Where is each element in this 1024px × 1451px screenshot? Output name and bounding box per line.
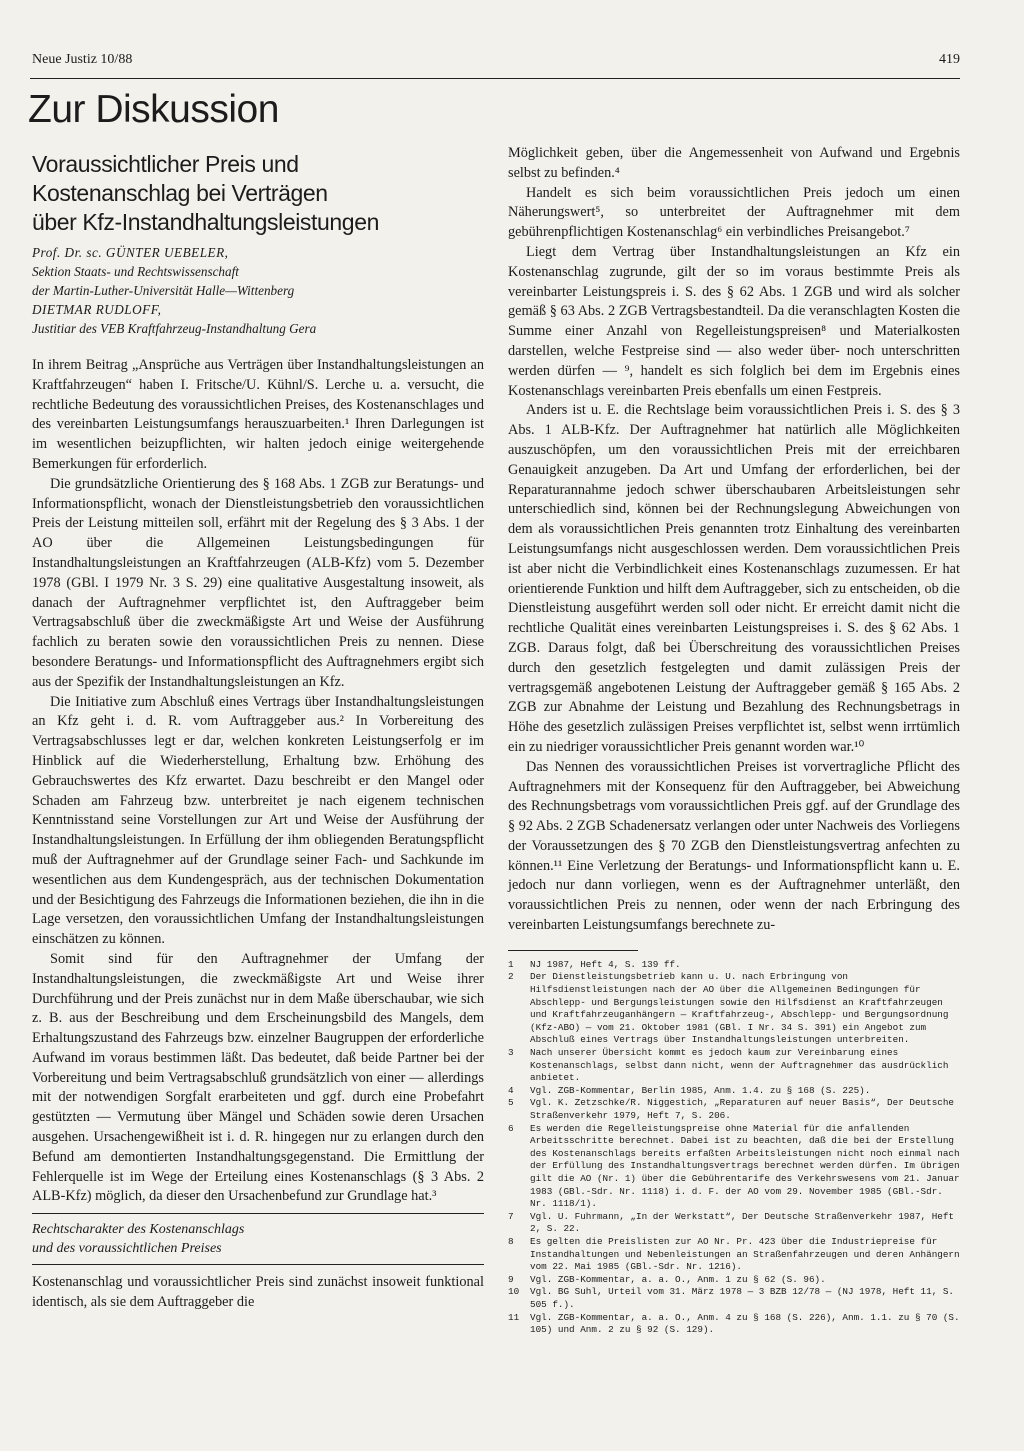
footnote [508, 1211, 960, 1236]
footnote [508, 959, 960, 972]
footnote-number: 5 [508, 1097, 514, 1109]
footnote-number: 10 [508, 1286, 520, 1298]
footnote-text: Vgl. ZGB-Kommentar, a. a. O., Anm. 4 zu § 168 (S. 226), Anm. 1.1. zu § 70 (S. 105) und Anm. 2 zu § 92 (S. 129). [530, 1311, 960, 1336]
footnote [508, 1047, 960, 1085]
author-affiliation: der Martin-Luther-Universität Halle—Wittenberg [32, 283, 295, 298]
footnote-text: Vgl. ZGB-Kommentar, Berlin 1985, Anm. 1.4. zu § 168 (S. 225). [530, 1084, 871, 1096]
footnote-number: 2 [508, 971, 514, 983]
footnote-text: NJ 1987, Heft 4, S. 139 ff. [530, 958, 681, 970]
body-paragraph: In ihrem Beitrag „Ansprüche aus Verträgen über Instandhaltungsleistungen an Kraftfahrzeugen“ haben I. Fritsche/U. Kühnl/S. Lerche u. a. versucht, die rechtliche Bedeutung des voraussichtlichen Preises, des Kostenanschlages und des vereinbarten Leistungsumfangs herauszuarbeiten.¹ Ihren Darlegungen ist im wesentlichen beizupflichten, wir halten jedoch einige weitergehende Bemerkungen für erforderlich. [32, 357, 484, 472]
footnote-rule [508, 950, 638, 951]
body-paragraph: Liegt dem Vertrag über Instandhaltungsleistungen an Kfz ein Kostenanschlag zugrunde, gilt der so im voraus bestimmte Preis als vereinbarter Leistungspreis i. S. des § 62 Abs. 1 ZGB und wird als solcher gemäß § 63 Abs. 2 ZGB Vertragsbestandteil. Da die veranschlagten Kosten die Summe einer Anzahl von Regelleistungspreisen⁸ und Materialkosten darstellen, welche Festpreise sind — also weder über- noch unterschritten werden dürfen — ⁹, handelt es sich folglich bei dem im Ergebnis eines Kostenanschlags vereinbarten Preis ebenfalls um einen Festpreis. [508, 243, 960, 399]
footnote-text: Der Dienstleistungsbetrieb kann u. U. nach Erbringung von Hilfsdienstleistungen nach der AO über die Allgemeinen Bedingungen für Abschlepp- und Bergungsleistungen sowie den Hilfsdienst an Kraftfahrzeugen und Kraftfahrzeuganhängern — Kraftfahrzeug-, Abschlepp- und Bergungsordnung (Kfz-ABO) — vom 21. Oktober 1981 (GBl. I Nr. 34 S. 391) ein Angebot zum Abschluß eines Vertrags über Instandhaltungsleistungen unterbreiten. [530, 971, 949, 1046]
body-paragraph: Die Initiative zum Abschluß eines Vertrags über Instandhaltungsleistungen an Kfz geht i. d. R. vom Auftraggeber aus.² In Vorbereitung des Vertragsabschlusses legt er dar, welchen konkreten Leistungserfolg er im Hinblick auf die Wiederherstellung, Erhaltung bzw. Erhöhung des Gebrauchswertes des Kfz erwartet. Dazu beschreibt er den Mangel oder Schaden am Fahrzeug bzw. unterbreitet je nach eigenem technischen Kenntnisstand seine Vorstellungen zur Art und Weise der Ausführung der Instandhaltungsleistungen. In Erfüllung der ihm obliegenden Beratungspflicht muß der Auftragnehmer auf der Grundlage seiner Fach- und Sachkunde im wesentlichen aus dem Kundengespräch, aus der technischen Dokumentation und der Besichtigung des Fahrzeugs die Informationen beziehen, die ihn in die Lage versetzen, den voraussichtlichen Umfang der Instandhaltungsleistungen einschätzen zu können. [32, 693, 484, 948]
footnote-number: 1 [508, 958, 514, 970]
subheading-line: Rechtscharakter des Kostenanschlags [32, 1222, 245, 1238]
footnote-text: Nach unserer Übersicht kommt es jedoch kaum zur Vereinbarung eines Kostenanschlags, selbst dann nicht, wenn der Auftragnehmer das ausdrücklich anbietet. [530, 1047, 949, 1084]
author-affiliation: Justitiar des VEB Kraftfahrzeug-Instandhaltung Gera [32, 321, 317, 336]
author-name: Prof. Dr. sc. GÜNTER UEBELER, [32, 245, 229, 260]
footnote [508, 1236, 960, 1274]
header-rule [30, 78, 960, 79]
journal-issue: Neue Justiz 10/88 [32, 52, 133, 67]
article-title [32, 150, 484, 237]
right-column [508, 144, 960, 1337]
body-paragraph: Handelt es sich beim voraussichtlichen Preis jedoch um einen Näherungswert⁵, so unterbreitet der Auftragnehmer mit dem gebührenpflichtigen Kostenanschlag⁶ ein verbindliches Preisangebot.⁷ [508, 184, 960, 241]
section-title: Zur Diskussion [28, 88, 279, 131]
body-paragraph: Das Nennen des voraussichtlichen Preises ist vorvertragliche Pflicht des Auftragnehmers mit der Konsequenz für den Auftraggeber, bei Abweichung des Rechnungsbetrags vom voraussichtlichen Preis ggf. auf der Grundlage des § 92 Abs. 2 ZGB Schadenersatz verlangen oder unter Nachweis des Vorliegens der Voraussetzungen des § 70 ZGB den Dienstleistungsvertrag anfechten zu können.¹¹ Eine Verletzung der Beratungs- und Informationspflicht kann u. E. jedoch nur dann vorliegen, wenn es der Auftragnehmer unterläßt, den voraussichtlichen Preis zu nennen, oder wenn der nach Erbringung des vereinbarten Leistungsumfangs berechnete zu- [508, 758, 960, 934]
subheading [32, 1220, 484, 1265]
footnote-number: 4 [508, 1084, 514, 1096]
footnote [508, 1312, 960, 1337]
left-column [32, 150, 484, 1313]
author-affiliation: Sektion Staats- und Rechtswissenschaft [32, 264, 239, 279]
footnote-number: 9 [508, 1273, 514, 1285]
footnote [508, 1274, 960, 1287]
footnote [508, 971, 960, 1047]
footnotes [508, 959, 960, 1337]
author-name: DIETMAR RUDLOFF, [32, 302, 162, 317]
author-block [32, 243, 484, 338]
footnote [508, 1286, 960, 1311]
subheading-box [32, 1213, 484, 1313]
footnote [508, 1097, 960, 1122]
footnote-text: Vgl. U. Fuhrmann, „In der Werkstatt“, Der Deutsche Straßenverkehr 1987, Heft 2, S. 22. [530, 1210, 955, 1235]
body-paragraph: Somit sind für den Auftragnehmer der Umfang der Instandhaltungsleistungen, die zweckmäßigste Art und Weise ihrer Durchführung und der Preis zunächst nur in dem Maße überschaubar, wie sich z. B. aus der Beschreibung und dem Erscheinungsbild des Mangels, dem Erhaltungszustand des Fahrzeugs bzw. einzelner Baugruppen der erforderliche Aufwand im voraus bestimmen läßt. Das bedeutet, daß beide Partner bei der Vorbereitung und beim Vertragsabschluß grundsätzlich von einer — allerdings mit der notwendigen Sorgfalt erarbeiteten und ggf. durch eine Probefahrt gestützten — Vermutung über Mängel und Schäden sowie deren Ursachen ausgehen. Ursachengewißheit ist i. d. R. hingegen nur zu erlangen durch den Befund am demontierten Instandhaltungsgegenstand. Die Ermittlung der Fehlerquelle ist im Wege der Erteilung eines Kostenanschlags (§ 3 Abs. 2 ALB-Kfz) möglich, da dieser den Ursachenbefund zur Grundlage hat.³ [32, 950, 484, 1205]
footnote-text: Vgl. K. Zetzschke/R. Niggestich, „Reparaturen auf neuer Basis“, Der Deutsche Straßenverkehr 1979, Heft 7, S. 206. [530, 1097, 955, 1121]
body-paragraph: Die grundsätzliche Orientierung des § 168 Abs. 1 ZGB zur Beratungs- und Informationspflicht, wonach der Dienstleistungsbetrieb den voraussichtlichen Preis der Leistung mitteilen soll, erfährt mit der Regelung des § 3 Abs. 1 der AO über die Allgemeinen Leistungsbedingungen für Instandhaltungsleistungen an Kraftfahrzeugen (ALB-Kfz) vom 5. Dezember 1978 (GBl. I 1979 Nr. 3 S. 29) eine qualitative Ausgestaltung insoweit, als danach der Auftragnehmer verpflichtet ist, den Auftraggeber beim Vertragsabschluß über die zweckmäßigste Art und Weise der Ausführung fachlich zu beraten sowie den voraussichtlichen Preis zu nennen. Diese besondere Beratungs- und Informationspflicht des Auftragnehmers ergibt sich aus der Spezifik der Instandhaltungsleistungen an Kfz. [32, 475, 484, 690]
footnote-number: 6 [508, 1122, 514, 1134]
footnote-text: Vgl. BG Suhl, Urteil vom 31. März 1978 — 3 BZB 12/78 — (NJ 1978, Heft 11, S. 505 f.). [530, 1286, 955, 1310]
body-paragraph: Anders ist u. E. die Rechtslage beim voraussichtlichen Preis i. S. des § 3 Abs. 1 ALB-Kfz. Der Auftragnehmer hat natürlich alle Möglichkeiten auszuschöpfen, um den voraussichtlichen Preis mit der erreichbaren Genauigkeit anzugeben. Da Art und Umfang der erforderlichen, bei der Reparaturannahme jedoch schwer überschaubaren Arbeitsleistungen sehr unterschiedlich sind, können bei der Rechnungslegung Abweichungen von dem als voraussichtlichen Preis genannten trotz Einhaltung des vereinbarten Leistungsumfangs nicht ausgeschlossen werden. Dem voraussichtlichen Preis ist aber nicht die Verbindlichkeit eines Kostenanschlags zuzumessen. Er hat orientierende Funktion und hilft dem Auftraggeber, sich zu entscheiden, ob die Dienstleistung ausgeführt werden soll oder nicht. Er erreicht damit nicht die rechtliche Qualität eines vereinbarten Leistungspreises i. S. des § 62 Abs. 1 ZGB. Daraus folgt, daß bei Überschreitung des voraussichtlichen Preises durch den gesetzlich festgelegten und damit zulässigen Preis der vertragsgemäß angebotenen Leistung der Auftraggeber gemäß § 165 Abs. 2 ZGB zur Abnahme der Leistung und Bezahlung des Rechnungsbetrags in Höhe des gesetzlich zulässigen Preises verpflichtet ist, selbst wenn irrtümlich ein zu niedriger voraussichtlicher Preis genannt worden war.¹⁰ [508, 402, 960, 755]
footnote-number: 3 [508, 1047, 514, 1059]
footnote-text: Es werden die Regelleistungspreise ohne Material für die anfallenden Arbeitsschritte berechnet. Dabei ist zu beachten, daß die bei der Erstellung des Kostenanschlags bereits erfaßten Arbeitsleistungen nicht noch einmal nach der Erfüllung des Instandhaltungsvertrags berechnet werden dürfen. Im übrigen gilt die AO (Nr. 1) über die Gebührentarife des Verkehrswesens vom 21. Januar 1983 (GBl.-Sdr. Nr. 1118) i. d. F. der AO vom 29. November 1985 (GBl.-Sdr. Nr. 1118/1). [530, 1122, 960, 1210]
footnote-number: 7 [508, 1210, 514, 1222]
article-title-line: über Kfz-Instandhaltungsleistungen [32, 209, 379, 235]
body-paragraph: Möglichkeit geben, über die Angemessenheit von Aufwand und Ergebnis selbst zu befinden.⁴ [508, 145, 960, 181]
subheading-line: und des voraussichtlichen Preises [32, 1241, 222, 1257]
footnote-number: 11 [508, 1311, 520, 1323]
footnote-text: Vgl. ZGB-Kommentar, a. a. O., Anm. 1 zu § 62 (S. 96). [530, 1273, 826, 1285]
footnote-text: Es gelten die Preislisten zur AO Nr. Pr. 423 über die Industriepreise für Instandhaltungen und Nebenleistungen an Straßenfahrzeugen und deren Anhängern vom 22. Mai 1985 (GBl.-Sdr. Nr. 1216). [530, 1235, 960, 1273]
footnote [508, 1123, 960, 1211]
article-title-line: Voraussichtlicher Preis und [32, 151, 299, 177]
footnote-number: 8 [508, 1235, 514, 1247]
page-number: 419 [939, 52, 960, 67]
article-title-line: Kostenanschlag bei Verträgen [32, 180, 328, 206]
body-paragraph: Kostenanschlag und voraussichtlicher Preis sind zunächst insoweit funktional identisch, als sie dem Auftraggeber die [32, 1274, 484, 1311]
footnote [508, 1085, 960, 1098]
running-header [32, 52, 960, 74]
